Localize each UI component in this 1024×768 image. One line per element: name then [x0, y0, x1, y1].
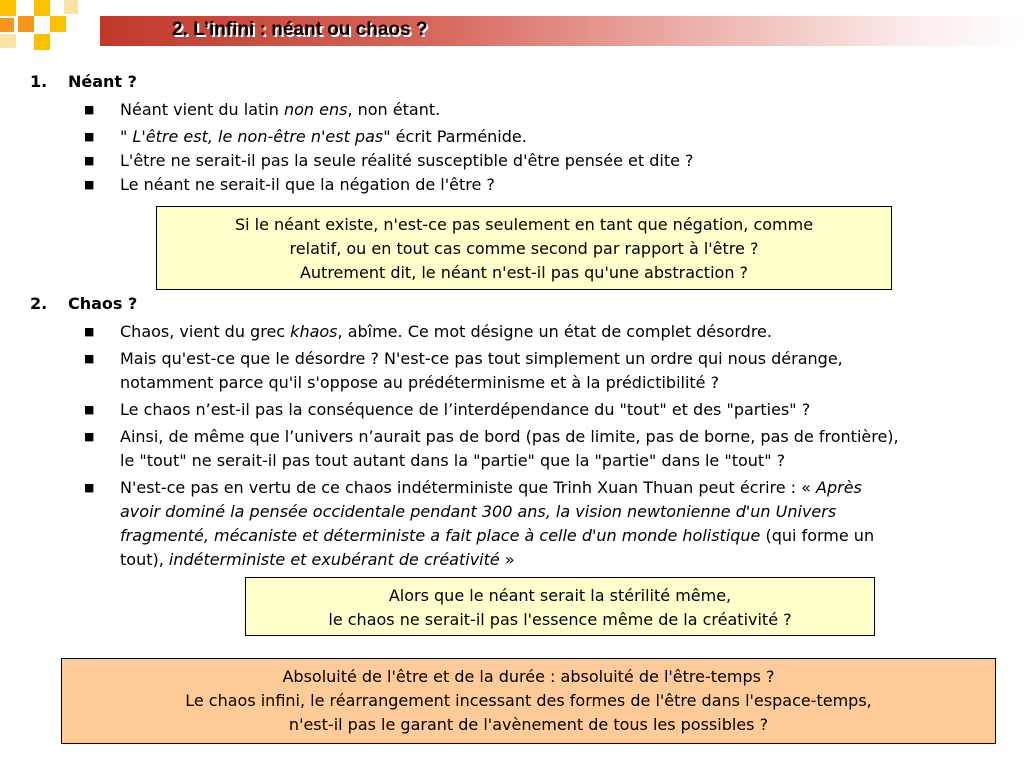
bullet-text-italic: " L'être est, le non-être n'est pas" [120, 127, 391, 146]
decor-square [18, 16, 34, 32]
bullet-text-italic: indéterministe et exubérant de créativité [168, 550, 500, 569]
chaos-bullet-list [0, 320, 899, 572]
list-item [0, 398, 899, 422]
bullet-text-italic: avoir dominé la pensée occidentale pendant 300 ans, la vision newtonienne d'un Univers [120, 502, 837, 521]
list-item [0, 320, 899, 344]
bullet-text: notamment parce qu'il s'oppose au prédéterminisme et à la prédictibilité ? [120, 373, 720, 392]
callout-line: Si le néant existe, n'est-ce pas seulement en tant que négation, comme [234, 215, 814, 234]
bullet-text: (qui forme un [760, 526, 875, 545]
list-item [0, 425, 899, 473]
conclusion-line: Le chaos infini, le réarrangement incessant des formes de l'être dans l'espace-temps, [185, 691, 872, 710]
section-title: Néant ? [68, 72, 137, 91]
bullet-text: Le chaos n’est-il pas la conséquence de l’interdépendance du "tout" et des "parties" ? [120, 400, 811, 419]
bullet-text: L'être ne serait-il pas la seule réalité susceptible d'être pensée et dite ? [120, 151, 694, 170]
list-item [0, 149, 694, 173]
square-bullet-icon: ■ [84, 430, 95, 443]
callout-line: le chaos ne serait-il pas l'essence même de la créativité ? [328, 610, 792, 629]
list-item [0, 347, 899, 395]
list-item [0, 173, 694, 197]
bullet-text: le "tout" ne serait-il pas tout autant dans la "partie" que la "partie" dans le "tout" ? [120, 451, 786, 470]
bullet-text: Le néant ne serait-il que la négation de l'être ? [120, 175, 495, 194]
bullet-text: » [499, 550, 515, 569]
section-number: 1. [30, 72, 48, 91]
section-heading-neant [30, 72, 137, 91]
square-bullet-icon: ■ [84, 481, 95, 494]
neant-bullet-list [0, 98, 694, 197]
conclusion-box [61, 658, 996, 744]
section-heading-chaos [30, 294, 137, 313]
section-title: Chaos ? [68, 294, 138, 313]
decor-square [34, 0, 50, 16]
conclusion-line: n'est-il pas le garant de l'avènement de tous les possibles ? [288, 715, 769, 734]
square-bullet-icon: ■ [84, 154, 95, 167]
conclusion-line: Absoluité de l'être et de la durée : absoluité de l'être-temps ? [282, 667, 775, 686]
decor-square [0, 18, 14, 32]
callout-line: relatif, ou en tout cas comme second par rapport à l'être ? [289, 239, 759, 258]
list-item [0, 476, 899, 572]
bullet-text: écrit Parménide. [390, 127, 527, 146]
decor-square [0, 34, 16, 48]
bullet-text: Ainsi, de même que l’univers n’aurait pas de bord (pas de limite, pas de borne, pas de frontière), [120, 427, 899, 446]
slide-title: 2. L’infini : néant ou chaos ? [172, 19, 428, 40]
bullet-text: tout), [120, 550, 169, 569]
bullet-text-italic: fragmenté, mécaniste et déterministe a fait place à celle d'un monde holistique [120, 526, 761, 545]
square-bullet-icon: ■ [84, 178, 95, 191]
section-number: 2. [30, 294, 48, 313]
list-item [0, 98, 694, 122]
callout-line: Autrement dit, le néant n'est-il pas qu'une abstraction ? [299, 263, 749, 282]
bullet-text-italic: khaos [290, 322, 338, 341]
bullet-text: Mais qu'est-ce que le désordre ? N'est-ce pas tout simplement un ordre qui nous dérange, [120, 349, 843, 368]
bullet-text: , abîme. Ce mot désigne un état de complet désordre. [337, 322, 772, 341]
list-item [0, 125, 694, 149]
square-bullet-icon: ■ [84, 130, 95, 143]
square-bullet-icon: ■ [84, 325, 95, 338]
bullet-text: Néant vient du latin [120, 100, 284, 119]
bullet-text: , non étant. [347, 100, 441, 119]
bullet-text-italic: Après [816, 478, 862, 497]
decor-square [64, 0, 78, 14]
bullet-text-italic: non ens [283, 100, 348, 119]
decor-square [50, 16, 66, 32]
decor-square [0, 0, 16, 16]
square-bullet-icon: ■ [84, 403, 95, 416]
bullet-text: N'est-ce pas en vertu de ce chaos indéterministe que Trinh Xuan Thuan peut écrire : « [120, 478, 817, 497]
bullet-text: Chaos, vient du grec [120, 322, 291, 341]
square-bullet-icon: ■ [84, 352, 95, 365]
callout-line: Alors que le néant serait la stérilité même, [388, 586, 732, 605]
chaos-callout-box [245, 577, 875, 636]
decor-square [34, 34, 50, 50]
square-bullet-icon: ■ [84, 103, 95, 116]
neant-callout-box [156, 206, 892, 290]
